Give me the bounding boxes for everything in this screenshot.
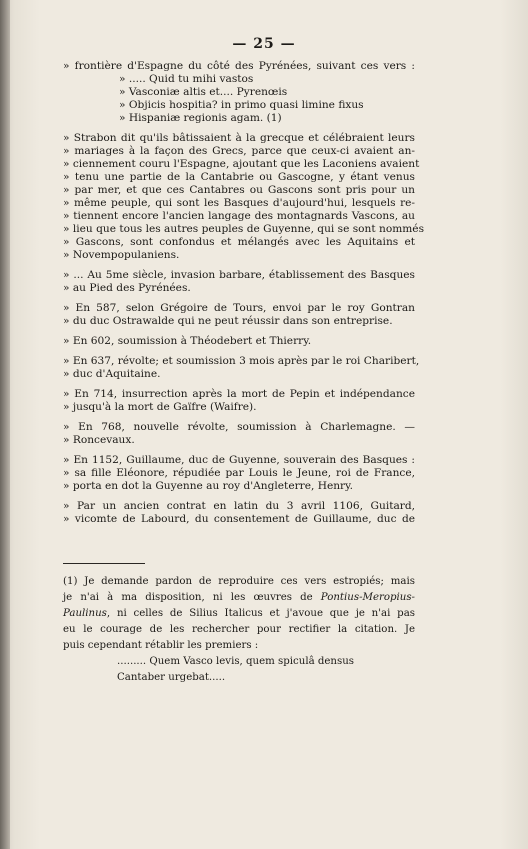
paragraph-gap <box>63 328 415 335</box>
text-line: » Novempopulaniens. <box>63 249 180 261</box>
verse-line: » Vasconiæ altis et.... Pyrenœis <box>119 86 288 98</box>
text-line: » Par un ancien contrat en latin du 3 avril 1106, Guitard, <box>63 500 415 512</box>
text-line: » Roncevaux. <box>63 434 135 446</box>
text-line: » En 587, selon Grégoire de Tours, envoi par le roy Gontran <box>63 302 415 314</box>
paragraph-gap <box>63 348 415 355</box>
text-line: » frontière d'Espagne du côté des Pyrénées, suivant ces vers : <box>63 60 415 72</box>
paragraph-gap <box>63 295 415 302</box>
paragraph-gap <box>63 447 415 454</box>
text-line: » Gascons, sont confondus et mélangés avec les Aquitains et <box>63 236 415 248</box>
text-line: » du duc Ostrawalde qui ne peut réussir dans son entreprise. <box>63 315 393 327</box>
text-line: » En 768, nouvelle révolte, soumission à Charlemagne. — <box>63 421 415 433</box>
text-line: » En 602, soumission à Théodebert et Thierry. <box>63 335 312 347</box>
text-line: » par mer, et que ces Cantabres ou Gascons sont pris pour un <box>63 184 415 196</box>
text-line: » au Pied des Pyrénées. <box>63 282 191 294</box>
text-line: » En 637, révolte; et soumission 3 mois après par le roi Charibert, <box>63 355 420 367</box>
text-line: » ciennement couru l'Espagne, ajoutant que les Laconiens avaient <box>63 158 420 170</box>
verse-line: » Objicis hospitia? in primo quasi limine fixus <box>119 99 364 111</box>
verse-line: » ..... Quid tu mihi vastos <box>119 73 254 85</box>
main-text <box>63 60 424 526</box>
footnote-line: eu le courage de les rechercher pour rectifier la citation. Je <box>63 624 415 635</box>
verse-line: » Hispaniæ regionis agam. (1) <box>119 112 282 124</box>
text-line: » porta en dot la Guyenne au roy d'Angleterre, Henry. <box>63 480 354 492</box>
text-line: » duc d'Aquitaine. <box>63 368 161 380</box>
text-line: » mariages à la façon des Grecs, parce que ceux-ci avaient an- <box>63 145 415 157</box>
text-line: » En 1152, Guillaume, duc de Guyenne, souverain des Basques : <box>63 454 415 466</box>
footnote-line: je n'ai à ma disposition, ni les œuvres de Pontius-Meropius- <box>63 592 415 603</box>
text-line: » Strabon dit qu'ils bâtissaient à la grecque et célébraient leurs <box>63 132 415 144</box>
text-line: » jusqu'à la mort de Gaïfre (Waifre). <box>63 401 257 413</box>
paragraph-gap <box>63 262 415 269</box>
paragraph-gap <box>63 125 415 132</box>
page-number: — 25 — <box>232 36 296 52</box>
paragraph-gap <box>63 414 415 421</box>
footnote-line: (1) Je demande pardon de reproduire ces vers estropiés; mais <box>63 576 415 587</box>
footnote <box>63 574 415 686</box>
text-line: » vicomte de Labourd, du consentement de Guillaume, duc de <box>63 513 415 525</box>
footnote-rule <box>63 563 145 564</box>
binding-gutter <box>0 0 10 849</box>
footnote-italic-name: Paulinus <box>63 608 107 619</box>
paragraph-gap <box>63 493 415 500</box>
text-line: » En 714, insurrection après la mort de Pepin et indépendance <box>63 388 415 400</box>
footnote-line: puis cependant rétablir les premiers : <box>63 640 259 651</box>
text-line: » lieu que tous les autres peuples de Guyenne, qui se sont nommés <box>63 223 424 235</box>
footnote-italic-name: Pontius-Meropius- <box>320 592 415 603</box>
footnote-verse: ......... Quem Vasco levis, quem spiculâ densus <box>117 656 355 667</box>
text-line: » tenu une partie de la Cantabrie ou Gascogne, y étant venus <box>63 171 415 183</box>
paragraph-gap <box>63 381 415 388</box>
text-line: » même peuple, qui sont les Basques d'aujourd'hui, lesquels re- <box>63 197 415 209</box>
footnote-line: Paulinus, ni celles de Silius Italicus et j'avoue que je n'ai pas <box>63 608 415 619</box>
text-line: » tiennent encore l'ancien langage des montagnards Vascons, au <box>63 210 415 222</box>
text-line: » ... Au 5me siècle, invasion barbare, établissement des Basques <box>63 269 415 281</box>
footnote-verse: Cantaber urgebat..... <box>117 672 226 683</box>
text-line: » sa fille Eléonore, répudiée par Louis le Jeune, roi de France, <box>63 467 415 479</box>
